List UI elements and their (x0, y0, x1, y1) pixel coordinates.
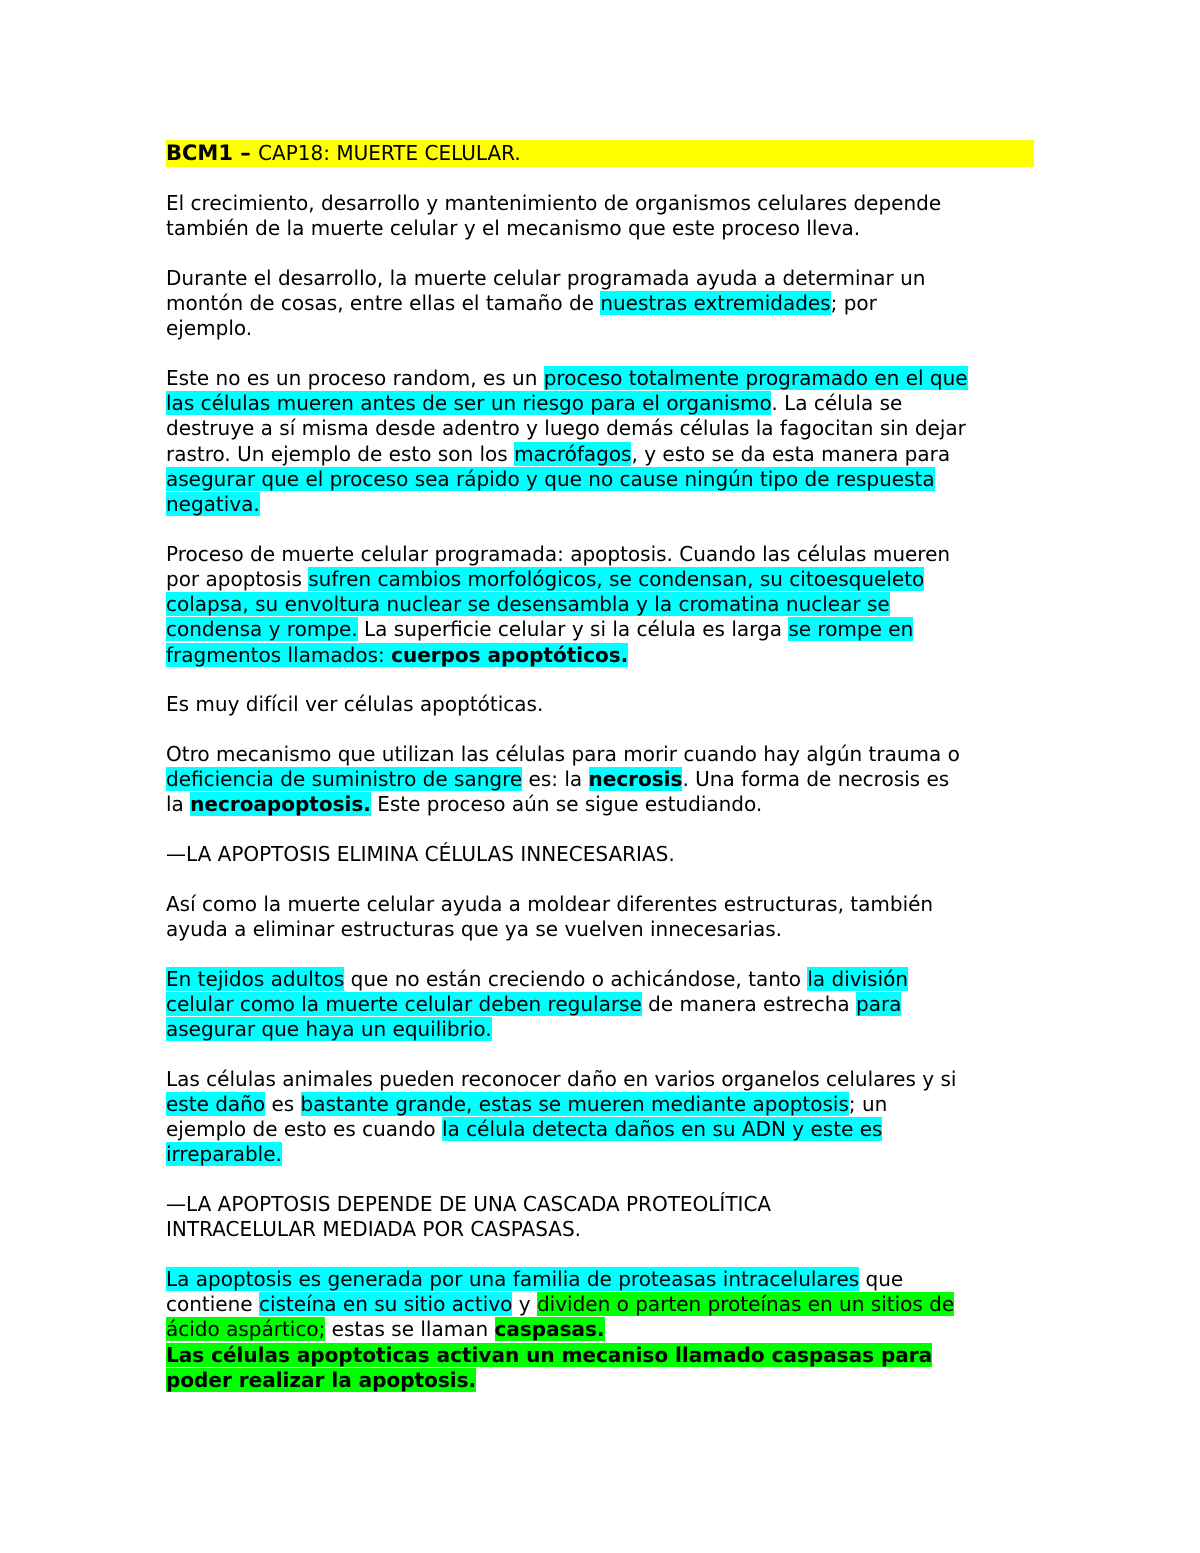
paragraph-development (166, 266, 1034, 342)
text-line: ayuda a eliminar estructuras que ya se vuelven innecesarias. (166, 916, 783, 941)
title-separator: – (232, 141, 259, 165)
highlight-green: ácido aspártico; (166, 1317, 326, 1342)
highlight-cyan: asegurar que el proceso sea rápido y que no cause ningún tipo de respuesta (166, 466, 935, 491)
highlight-cyan: negativa. (166, 492, 260, 517)
paragraph-necrosis (166, 742, 1034, 818)
text-run: ; un (848, 1091, 888, 1116)
paragraph-growth (166, 191, 1034, 241)
title-code: BCM1 (166, 141, 233, 165)
text-line (166, 1317, 1034, 1342)
document-page (166, 140, 1034, 1418)
highlight-cyan: se rompe en (788, 617, 914, 642)
text-line (166, 442, 1034, 467)
highlight-cyan-bold: necroapoptosis. (190, 792, 371, 817)
highlight-cyan-bold: cuerpos apoptóticos. (391, 642, 629, 667)
paragraph-apoptosis (166, 542, 1034, 668)
text-line: destruye a sí misma desde adentro y luego demás células la fagocitan sin dejar (166, 416, 966, 441)
heading-line: —LA APOPTOSIS ELIMINA CÉLULAS INNECESARIAS. (166, 842, 675, 867)
text-line (166, 1343, 1034, 1368)
text-run: y (512, 1292, 537, 1317)
text-run: . La célula se (771, 391, 903, 416)
paragraph-caspases (166, 1267, 1034, 1393)
text-line (166, 1267, 1034, 1292)
text-run: ejemplo de esto es cuando (166, 1117, 442, 1142)
highlight-cyan-bold: necrosis (588, 767, 683, 792)
highlight-cyan: sufren cambios morfológicos, se condensan, su citoesqueleto (308, 566, 925, 591)
text-line (166, 467, 1034, 492)
section-heading-1 (166, 842, 1034, 867)
paragraph-programmed (166, 366, 1034, 517)
text-line: Durante el desarrollo, la muerte celular programada ayuda a determinar un (166, 265, 926, 290)
highlight-cyan: la célula detecta daños en su ADN y este es (442, 1117, 883, 1142)
highlight-cyan: para (856, 991, 902, 1016)
text-line (166, 1017, 1034, 1042)
text-line (166, 767, 1034, 792)
document-title (166, 140, 1034, 167)
text-line (166, 291, 1034, 316)
highlight-cyan: cisteína en su sitio activo (258, 1292, 513, 1317)
text-run: que (859, 1267, 904, 1291)
text-run: que no están creciendo o achicándose, tanto (344, 966, 808, 991)
text-run: contiene (166, 1292, 259, 1317)
text-line: Proceso de muerte celular programada: apoptosis. Cuando las células mueren (166, 541, 951, 566)
highlight-green-bold: Las células apoptoticas activan un mecaniso llamado caspasas para (166, 1342, 933, 1367)
heading-line: —LA APOPTOSIS DEPENDE DE UNA CASCADA PROTEOLÍTICA (166, 1192, 772, 1217)
highlight-cyan: proceso totalmente programado en el que (543, 366, 968, 391)
highlight-cyan: nuestras extremidades (600, 291, 831, 316)
highlight-cyan: celular como la muerte celular deben regularse (166, 991, 642, 1016)
text-line (166, 492, 1034, 517)
text-run: es (265, 1091, 301, 1116)
text-line (166, 617, 1034, 642)
text-line: El crecimiento, desarrollo y mantenimiento de organismos celulares depende (166, 191, 942, 215)
highlight-cyan: bastante grande, estas se mueren mediante apoptosis (300, 1091, 849, 1116)
text-run: rastro. Un ejemplo de esto son los (166, 441, 515, 466)
text-run: . Una forma de necrosis es (682, 767, 950, 792)
highlight-green-bold: caspasas. (494, 1317, 605, 1342)
text-line: Así como la muerte celular ayuda a moldear diferentes estructuras, también (166, 891, 934, 916)
text-line: Otro mecanismo que utilizan las células para morir cuando hay algún trauma o (166, 741, 960, 766)
text-line (166, 792, 1034, 817)
text-run: Este proceso aún se sigue estudiando. (370, 792, 763, 817)
text-line (166, 992, 1034, 1017)
text-line (166, 592, 1034, 617)
highlight-cyan: La apoptosis es generada por una familia de proteasas intracelulares (166, 1267, 860, 1291)
paragraph-difficult (166, 692, 1034, 717)
text-run: , y esto se da esta manera para (631, 441, 951, 466)
text-line (166, 1368, 1034, 1393)
highlight-cyan: fragmentos llamados: (166, 642, 392, 667)
text-line: Es muy difícil ver células apoptóticas. (166, 692, 544, 717)
text-run: la (166, 792, 191, 817)
text-run: ; por (830, 291, 877, 316)
text-line (166, 1117, 1034, 1142)
paragraph-damage (166, 1067, 1034, 1168)
highlight-cyan: macrófagos (514, 441, 632, 466)
highlight-cyan: las células mueren antes de ser un riesgo para el organismo (166, 391, 772, 416)
highlight-cyan: asegurar que haya un equilibrio. (166, 1017, 492, 1042)
text-line (166, 643, 1034, 668)
highlight-cyan: En tejidos adultos (166, 966, 345, 991)
highlight-cyan: colapsa, su envoltura nuclear se desensambla y la cromatina nuclear se (166, 592, 890, 617)
section-heading-2 (166, 1192, 1034, 1242)
paragraph-mold (166, 892, 1034, 942)
text-run: Este no es un proceso random, es un (166, 366, 544, 391)
paragraph-adult-tissues (166, 967, 1034, 1043)
highlight-cyan: deficiencia de suministro de sangre (166, 767, 523, 792)
text-line (166, 1142, 1034, 1167)
title-rest: CAP18: MUERTE CELULAR. (258, 141, 521, 165)
highlight-cyan: condensa y rompe. (166, 617, 358, 642)
text-line (166, 1292, 1034, 1317)
highlight-cyan: la división (807, 966, 909, 991)
highlight-cyan: este daño (166, 1091, 266, 1116)
text-line (166, 1092, 1034, 1117)
highlight-green: dividen o parten proteínas en un sitios de (536, 1292, 955, 1317)
text-line (166, 967, 1034, 992)
highlight-green-bold: poder realizar la apoptosis. (166, 1367, 477, 1392)
text-line: ejemplo. (166, 316, 253, 341)
highlight-cyan: irreparable. (166, 1142, 282, 1167)
text-run: de manera estrecha (641, 991, 856, 1016)
text-line (166, 366, 1034, 391)
text-run: montón de cosas, entre ellas el tamaño de (166, 291, 601, 316)
text-run: es: la (522, 767, 589, 792)
text-line: Las células animales pueden reconocer daño en varios organelos celulares y si (166, 1066, 957, 1091)
text-line: también de la muerte celular y el mecanismo que este proceso lleva. (166, 216, 861, 241)
heading-line: INTRACELULAR MEDIADA POR CASPASAS. (166, 1217, 582, 1242)
text-run: por apoptosis (166, 566, 309, 591)
text-line (166, 391, 1034, 416)
text-run: estas se llaman (325, 1317, 495, 1342)
text-line (166, 567, 1034, 592)
text-run: La superficie celular y si la célula es larga (357, 617, 789, 642)
